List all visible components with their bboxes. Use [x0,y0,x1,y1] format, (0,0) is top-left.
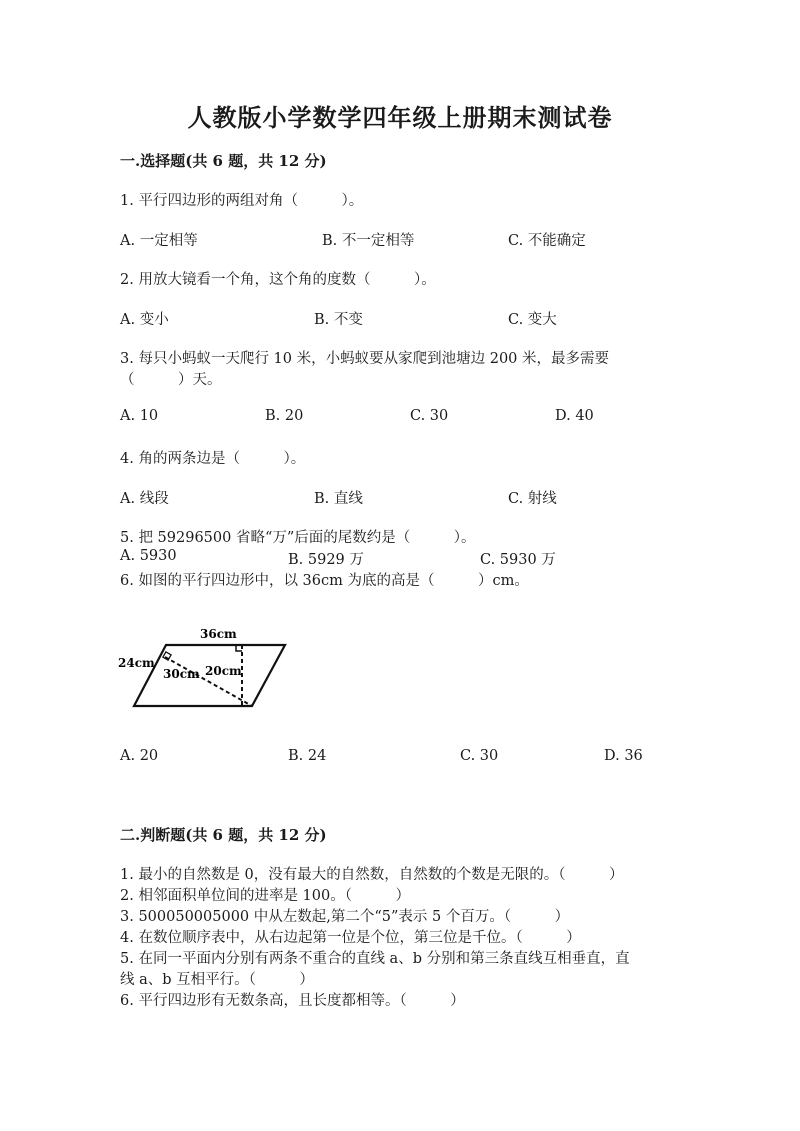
q6-option-a: A. 20 [120,748,159,764]
q4-option-c: C. 射线 [508,491,557,507]
q1-option-b: B. 不一定相等 [322,233,415,249]
right-angle-mark-left [163,652,171,660]
q2-text: 2. 用放大镜看一个角，这个角的度数（ ）。 [120,272,436,288]
label-24cm: 24cm [118,656,155,670]
q3-option-d: D. 40 [555,408,594,424]
section1-heading: 一.选择题(共 6 题，共 12 分) [120,152,327,170]
tf-item-1: 1. 最小的自然数是 0，没有最大的自然数，自然数的个数是无限的。（ ） [120,867,624,883]
q3-text-line1: 3. 每只小蚂蚁一天爬行 10 米，小蚂蚁要从家爬到池塘边 200 米，最多需要 [120,351,610,367]
q4-option-b: B. 直线 [314,491,363,507]
q3-option-c: C. 30 [410,408,449,424]
q5-option-c: C. 5930 万 [480,552,556,568]
q2-option-c: C. 变大 [508,312,557,328]
q4-option-a: A. 线段 [120,491,169,507]
label-30cm: 30cm [163,667,200,681]
q5-text: 5. 把 59296500 省略“万”后面的尾数约是（ ）。 [120,530,476,546]
page-title: 人教版小学数学四年级上册期末测试卷 [187,103,613,132]
q6-option-c: C. 30 [460,748,499,764]
q5-option-b: B. 5929 万 [288,552,364,568]
tf-item-2: 2. 相邻面积单位间的进率是 100。（ ） [120,888,410,904]
tf-item-6: 6. 平行四边形有无数条高，且长度都相等。（ ） [120,993,465,1009]
q3-text-line2: （ ）天。 [120,372,222,388]
q3-option-b: B. 20 [265,408,304,424]
tf-item-3: 3. 500050005000 中从左数起,第二个“5”表示 5 个百万。（ ） [120,909,570,925]
q6-option-b: B. 24 [288,748,327,764]
tf-item-5-line2: 线 a、b 互相平行。（ ） [120,972,314,988]
q3-option-a: A. 10 [120,408,159,424]
q1-option-c: C. 不能确定 [508,233,586,249]
q2-option-a: A. 变小 [120,312,169,328]
q6-text: 6. 如图的平行四边形中，以 36cm 为底的高是（ ）cm。 [120,573,529,589]
tf-item-5-line1: 5. 在同一平面内分别有两条不重合的直线 a、b 分别和第三条直线互相垂直，直 [120,951,630,967]
q1-option-a: A. 一定相等 [120,233,198,249]
q4-text: 4. 角的两条边是（ ）。 [120,451,306,467]
label-20cm: 20cm [205,664,242,678]
section2-heading: 二.判断题(共 6 题，共 12 分) [120,826,327,844]
q6-option-d: D. 36 [604,748,643,764]
label-36cm: 36cm [200,627,237,641]
q5-option-a: A. 5930 [120,548,177,564]
q2-option-b: B. 不变 [314,312,363,328]
q1-text: 1. 平行四边形的两组对角（ ）。 [120,193,364,209]
tf-item-4: 4. 在数位顺序表中，从右边起第一位是个位，第三位是千位。（ ） [120,930,581,946]
parallelogram-figure [118,620,288,712]
